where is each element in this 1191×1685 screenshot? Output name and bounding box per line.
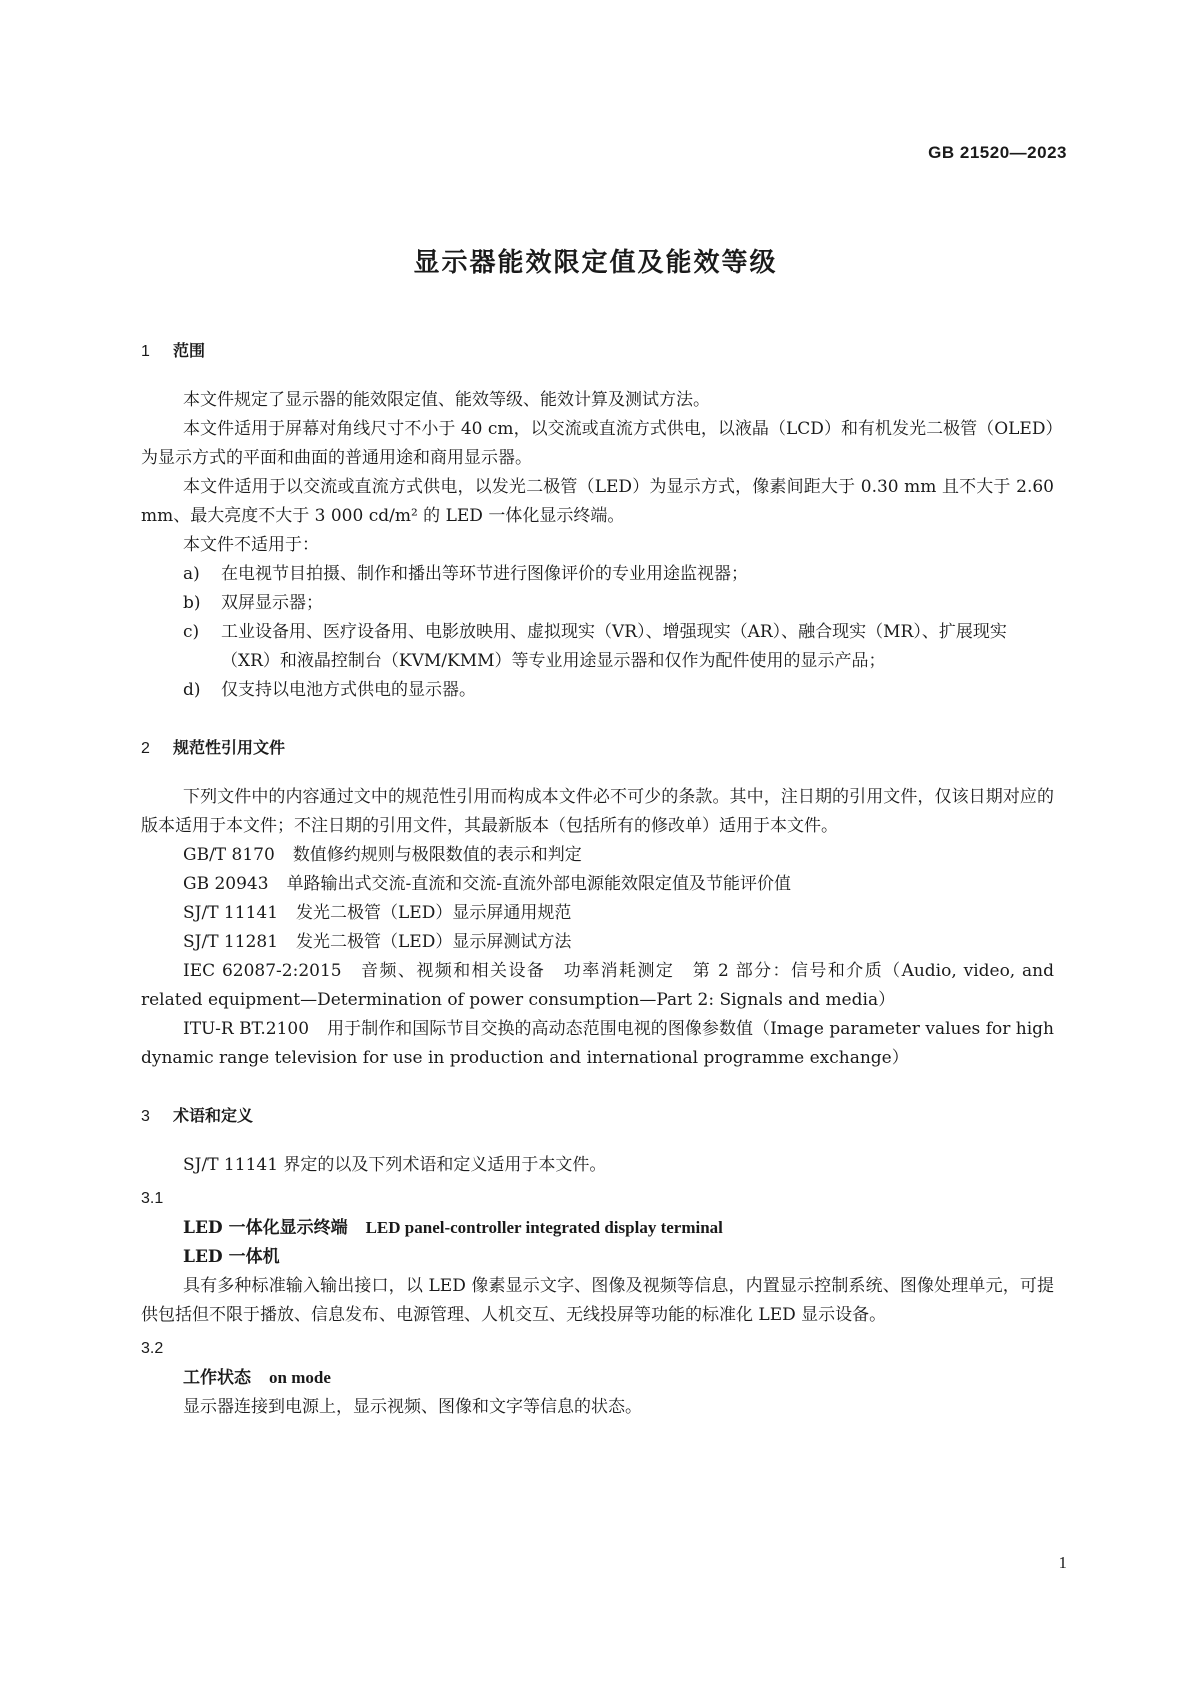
term-definition: 显示器连接到电源上，显示视频、图像和文字等信息的状态。: [183, 1397, 642, 1417]
paragraph: 本文件适用于以交流或直流方式供电，以发光二极管（LED）为显示方式，像素间距大于 0.30 mm 且不大于 2.60 mm、最大亮度不大于 3 000 cd/m² 的 LED 一体化显示终端。: [141, 477, 1054, 526]
reference-item: [141, 1015, 1054, 1073]
document-title: 显示器能效限定值及能效等级: [413, 248, 778, 278]
reference-title: 音频、视频和相关设备 功率消耗测定 第 2 部分：信号和介质（Audio, video, and related equipment—Determination of power consumption—Part 2: Signals and media）: [141, 961, 1055, 1010]
reference-title: 数值修约规则与极限数值的表示和判定: [292, 845, 582, 865]
section-1-heading: [141, 336, 1054, 365]
term-zh: 工作状态: [183, 1368, 251, 1388]
section-3-heading: [141, 1101, 1054, 1130]
clause-number: 3.1: [141, 1190, 164, 1207]
page-number: 1: [1058, 1553, 1067, 1572]
reference-title: 单路输出式交流-直流和交流-直流外部电源能效限定值及节能评价值: [286, 874, 792, 894]
reference-title: 用于制作和国际节目交换的高动态范围电视的图像参数值（Image parameter values for high dynamic range television for use in production and international programme exchange）: [141, 1019, 1054, 1068]
list-marker: a): [183, 564, 200, 584]
term-en: on mode: [269, 1368, 331, 1387]
term-entry: [141, 1213, 1054, 1243]
section-number: 2: [141, 740, 150, 757]
reference-title: 发光二极管（LED）显示屏通用规范: [296, 903, 572, 923]
reference-item: [141, 957, 1054, 1015]
paragraph: 本文件适用于屏幕对角线尺寸不小于 40 cm，以交流或直流方式供电，以液晶（LCD）和有机发光二极管（OLED）为显示方式的平面和曲面的普通用途和商用显示器。: [141, 419, 1054, 468]
reference-code: SJ/T 11141: [183, 903, 279, 923]
term-entry: [141, 1363, 1054, 1393]
list-item: [141, 676, 1054, 705]
reference-code: IEC 62087-2:2015: [183, 961, 342, 981]
term-synonym: LED 一体机: [183, 1247, 280, 1267]
term-en: LED panel-controller integrated display terminal: [365, 1218, 723, 1237]
paragraph: 本文件规定了显示器的能效限定值、能效等级、能效计算及测试方法。: [183, 390, 710, 410]
document-body: [141, 336, 1054, 1422]
section-2-heading: [141, 733, 1054, 762]
list-item: [141, 560, 1054, 589]
section-number: 3: [141, 1108, 150, 1125]
list-item: [141, 618, 1054, 676]
reference-code: GB/T 8170: [183, 845, 275, 865]
list-item: [141, 589, 1054, 618]
section-number: 1: [141, 343, 150, 360]
list-marker: d): [183, 680, 201, 700]
paragraph: SJ/T 11141 界定的以及下列术语和定义适用于本文件。: [183, 1155, 607, 1175]
reference-item: [141, 870, 1054, 899]
section-title: 规范性引用文件: [173, 738, 286, 757]
paragraph: 下列文件中的内容通过文中的规范性引用而构成本文件必不可少的条款。其中，注日期的引用文件，仅该日期对应的版本适用于本文件；不注日期的引用文件，其最新版本（包括所有的修改单）适用于本文件。: [141, 787, 1054, 836]
section-title: 范围: [173, 341, 206, 360]
clause-number: 3.2: [141, 1340, 164, 1357]
reference-code: ITU-R BT.2100: [183, 1019, 310, 1039]
term-definition: 具有多种标准输入输出接口，以 LED 像素显示文字、图像及视频等信息，内置显示控制系统、图像处理单元，可提供包括但不限于播放、信息发布、电源管理、人机交互、无线投屏等功能的标准化 LED 显示设备。: [141, 1276, 1054, 1325]
list-item-text: 仅支持以电池方式供电的显示器。: [221, 680, 476, 700]
list-item-text: 工业设备用、医疗设备用、电影放映用、虚拟现实（VR）、增强现实（AR）、融合现实（MR）、扩展现实（XR）和液晶控制台（KVM/KMM）等专业用途显示器和仅作为配件使用的显示产品；: [221, 622, 1007, 671]
paragraph: 本文件不适用于：: [183, 535, 319, 555]
reference-code: GB 20943: [183, 874, 269, 894]
reference-item: [141, 841, 1054, 870]
list-item-text: 双屏显示器；: [221, 593, 323, 613]
list-marker: c): [183, 622, 200, 642]
standard-number: GB 21520—2023: [928, 143, 1067, 162]
list-marker: b): [183, 593, 201, 613]
reference-title: 发光二极管（LED）显示屏测试方法: [296, 932, 572, 952]
reference-item: [141, 899, 1054, 928]
reference-item: [141, 928, 1054, 957]
term-zh: LED 一体化显示终端: [183, 1218, 348, 1238]
list-item-text: 在电视节目拍摄、制作和播出等环节进行图像评价的专业用途监视器；: [221, 564, 748, 584]
reference-code: SJ/T 11281: [183, 932, 279, 952]
section-title: 术语和定义: [173, 1106, 254, 1125]
